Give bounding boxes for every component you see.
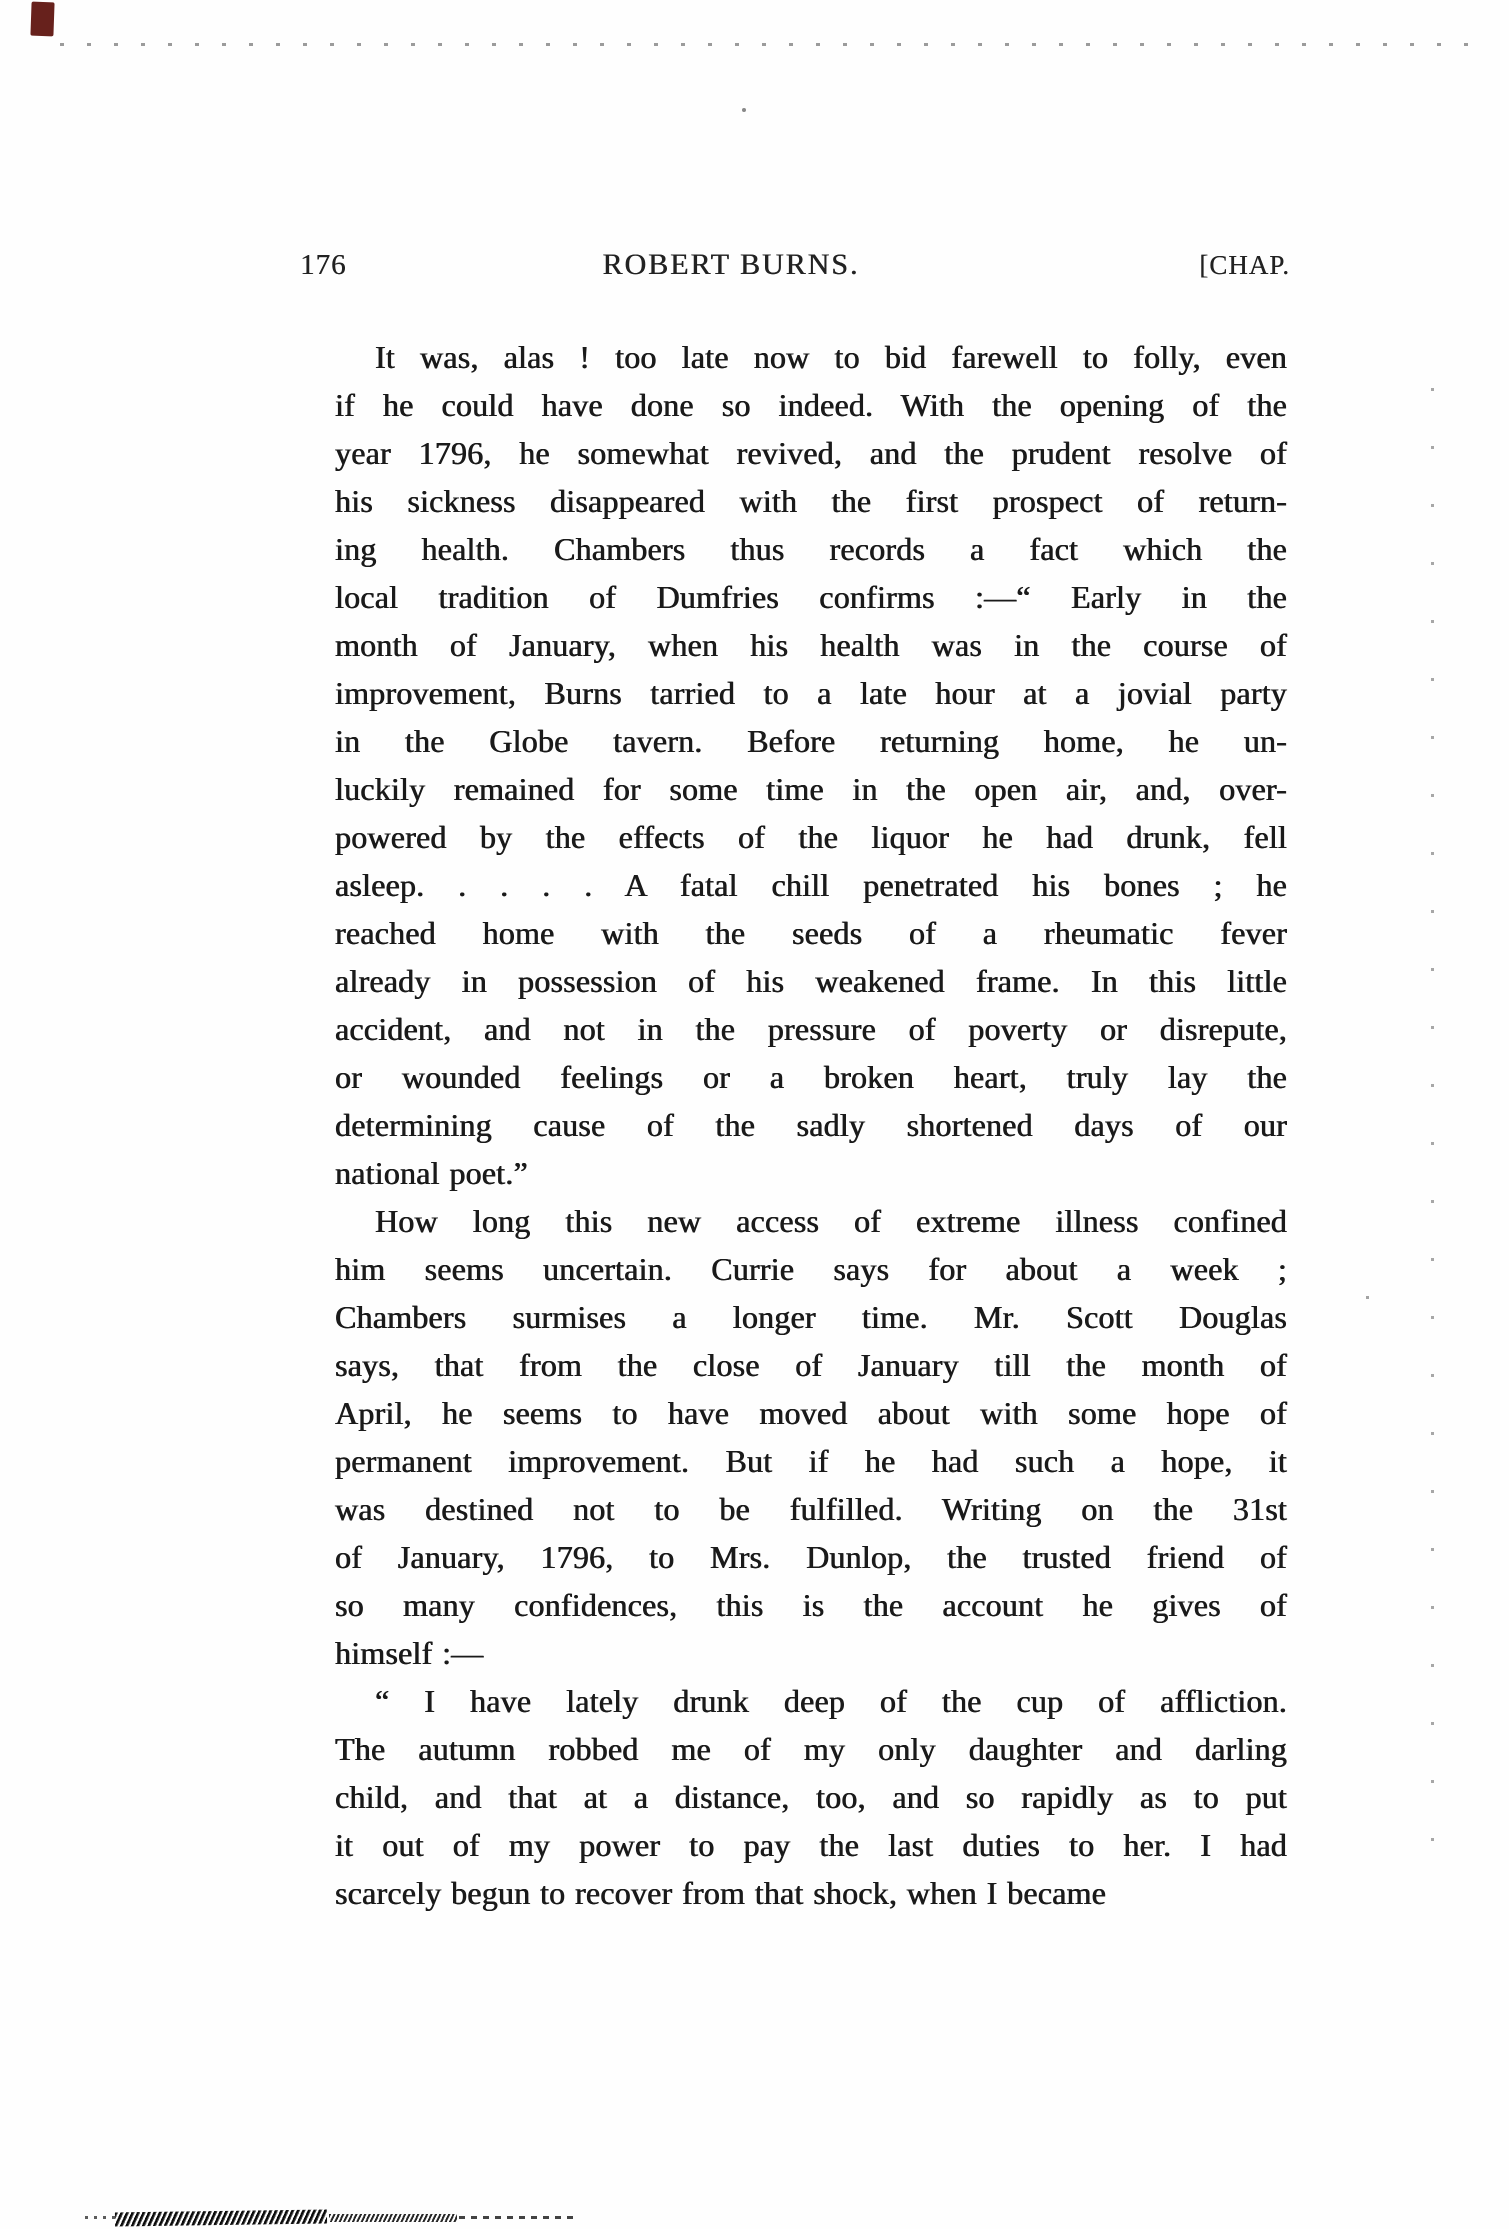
paragraph [335,333,1287,1197]
text-line: asleep. . . . . A fatal chill penetrated his bones ; he [335,867,1287,903]
text-line: local tradition of Dumfries confirms :—“ Early in the [335,579,1287,615]
scan-mark-top-left [30,2,54,37]
text-line: reached home with the seeds of a rheumatic fever [335,915,1287,951]
text-line: it out of my power to pay the last duties to her. I had [335,1827,1287,1863]
text-line: How long this new access of extreme illness confined [375,1203,1287,1239]
scan-noise-top-dotted-line [60,43,1490,46]
text-line: ing health. Chambers thus records a fact which the [335,531,1287,567]
scan-smear-lead-dots [85,2216,115,2219]
text-line: national poet.” [335,1155,528,1191]
scan-smear-dense-band [115,2210,327,2227]
text-line: him seems uncertain. Currie says for about a week ; [335,1251,1287,1287]
scan-noise-right-margin [1431,388,1434,1888]
scan-smear-tail-line [459,2216,577,2219]
text-line: permanent improvement. But if he had such a hope, it [335,1443,1287,1479]
text-line: himself :— [335,1635,484,1671]
text-line: luckily remained for some time in the open air, and, over- [335,771,1287,807]
text-line: “ I have lately drunk deep of the cup of affliction. [375,1683,1287,1719]
text-line: scarcely begun to recover from that shock, when I became [335,1875,1107,1911]
chapter-marker: [CHAP. [1199,250,1290,280]
text-line: his sickness disappeared with the first prospect of return- [335,483,1287,519]
page-header [300,248,1290,294]
text-line: already in possession of his weakened frame. In this little [335,963,1287,999]
text-line: The autumn robbed me of my only daughter and darling [335,1731,1287,1767]
text-line: determining cause of the sadly shortened days of our [335,1107,1287,1143]
text-line: of January, 1796, to Mrs. Dunlop, the trusted friend of [335,1539,1287,1575]
text-line: child, and that at a distance, too, and so rapidly as to put [335,1779,1287,1815]
text-line: or wounded feelings or a broken heart, truly lay the [335,1059,1287,1095]
text-line: year 1796, he somewhat revived, and the prudent resolve of [335,435,1287,471]
text-line: Chambers surmises a longer time. Mr. Scott Douglas [335,1299,1287,1335]
text-line: says, that from the close of January till the month of [335,1347,1287,1383]
running-title: ROBERT BURNS. [602,248,860,281]
paragraph [335,1677,1287,1917]
text-line: accident, and not in the pressure of poverty or disrepute, [335,1011,1287,1047]
text-line: in the Globe tavern. Before returning home, he un- [335,723,1287,759]
scan-speck-above-header [742,108,746,112]
scan-smear-mid-band [329,2214,457,2222]
text-line: so many confidences, this is the account he gives of [335,1587,1287,1623]
paragraph [335,1197,1287,1677]
scan-speck-right-margin [1366,1296,1369,1299]
text-line: month of January, when his health was in the course of [335,627,1287,663]
text-line: improvement, Burns tarried to a late hour at a jovial party [335,675,1287,711]
text-line: was destined not to be fulfilled. Writing on the 31st [335,1491,1287,1527]
scan-smear-bottom-left [85,2208,585,2229]
text-line: It was, alas ! too late now to bid farewell to folly, even [375,339,1287,375]
text-block [335,333,1287,1917]
text-line: if he could have done so indeed. With the opening of the [335,387,1287,423]
text-line: powered by the effects of the liquor he had drunk, fell [335,819,1287,855]
text-line: April, he seems to have moved about with some hope of [335,1395,1287,1431]
page-number: 176 [300,249,347,281]
